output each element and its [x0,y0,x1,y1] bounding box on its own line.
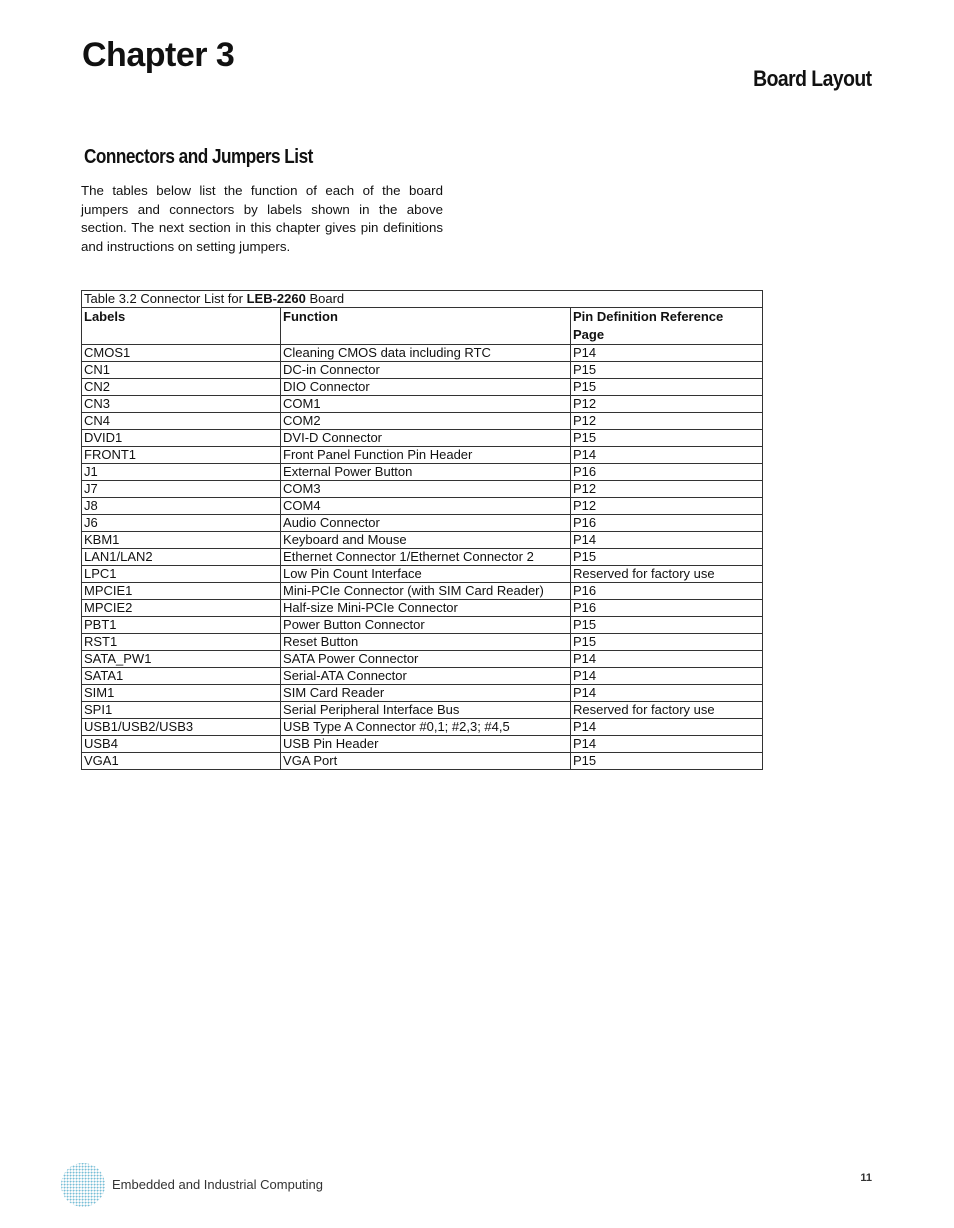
cell-label: J7 [82,481,281,498]
cell-label: J1 [82,464,281,481]
cell-label: USB1/USB2/USB3 [82,719,281,736]
cell-label: CN2 [82,379,281,396]
table-row [82,651,763,668]
cell-label: CN3 [82,396,281,413]
section-title: Board Layout [753,66,872,91]
table-row [82,396,763,413]
footer-text: Embedded and Industrial Computing [112,1177,324,1192]
table-row [82,362,763,379]
table-row [82,515,763,532]
cell-label: CN4 [82,413,281,430]
cell-pin-reference: P15 [571,379,763,396]
header-pin-reference-text: Pin Definition Reference Page [573,309,724,342]
connector-table [81,290,763,770]
cell-function: Reset Button [281,634,571,651]
cell-function: COM4 [281,498,571,515]
cell-label: LPC1 [82,566,281,583]
table-caption [82,291,763,308]
table-row [82,498,763,515]
cell-function: USB Pin Header [281,736,571,753]
cell-pin-reference: P14 [571,447,763,464]
table-row [82,447,763,464]
cell-pin-reference: P15 [571,617,763,634]
table-row [82,600,763,617]
intro-paragraph: The tables below list the function of each of the board jumpers and connectors by labels shown in the above section. The next section in this chapter gives pin definitions and instructions on setting jumpers. [81,183,443,254]
cell-function: Audio Connector [281,515,571,532]
cell-function: Cleaning CMOS data including RTC [281,345,571,362]
cell-label: RST1 [82,634,281,651]
cell-label: USB4 [82,736,281,753]
header-pin-reference [571,308,763,345]
cell-function: Front Panel Function Pin Header [281,447,571,464]
cell-function: Serial-ATA Connector [281,668,571,685]
table-row [82,668,763,685]
cell-function: Ethernet Connector 1/Ethernet Connector 2 [281,549,571,566]
cell-pin-reference: P15 [571,549,763,566]
table-row [82,464,763,481]
table-row [82,583,763,600]
table-row [82,549,763,566]
cell-function: COM2 [281,413,571,430]
cell-label: SATA1 [82,668,281,685]
cell-label: KBM1 [82,532,281,549]
cell-pin-reference: P14 [571,719,763,736]
cell-label: MPCIE2 [82,600,281,617]
cell-function: USB Type A Connector #0,1; #2,3; #4,5 [281,719,571,736]
cell-label: SATA_PW1 [82,651,281,668]
cell-pin-reference: P14 [571,668,763,685]
cell-label: DVID1 [82,430,281,447]
cell-function: Keyboard and Mouse [281,532,571,549]
cell-pin-reference: P15 [571,362,763,379]
cell-label: CN1 [82,362,281,379]
cell-function: SATA Power Connector [281,651,571,668]
cell-function: SIM Card Reader [281,685,571,702]
cell-function: VGA Port [281,753,571,770]
cell-pin-reference: Reserved for factory use [571,566,763,583]
table-row [82,736,763,753]
table-row [82,413,763,430]
cell-pin-reference: P14 [571,685,763,702]
cell-function: Power Button Connector [281,617,571,634]
subsection-title: Connectors and Jumpers List [84,146,313,168]
cell-pin-reference: P12 [571,481,763,498]
table-row [82,685,763,702]
cell-pin-reference: P14 [571,345,763,362]
cell-pin-reference: P16 [571,515,763,532]
table-row [82,566,763,583]
cell-label: J6 [82,515,281,532]
cell-pin-reference: P16 [571,583,763,600]
cell-function: External Power Button [281,464,571,481]
cell-label: CMOS1 [82,345,281,362]
cell-label: LAN1/LAN2 [82,549,281,566]
table-row [82,634,763,651]
header-function: Function [281,308,571,345]
caption-prefix: Table 3.2 Connector List for [84,291,247,306]
cell-pin-reference: P15 [571,753,763,770]
table-row [82,719,763,736]
cell-pin-reference: Reserved for factory use [571,702,763,719]
cell-label: PBT1 [82,617,281,634]
header-labels: Labels [82,308,281,345]
cell-function: COM3 [281,481,571,498]
table-row [82,702,763,719]
cell-pin-reference: P14 [571,651,763,668]
table-row [82,430,763,447]
cell-function: DIO Connector [281,379,571,396]
cell-label: SPI1 [82,702,281,719]
table-header-row [82,308,763,345]
cell-function: Mini-PCIe Connector (with SIM Card Reader) [281,583,571,600]
table-row [82,753,763,770]
table-row [82,379,763,396]
cell-function: DC-in Connector [281,362,571,379]
cell-pin-reference: P12 [571,498,763,515]
cell-function: Half-size Mini-PCIe Connector [281,600,571,617]
table-body [82,345,763,770]
table-row [82,481,763,498]
table-caption-row [82,291,763,308]
cell-pin-reference: P15 [571,430,763,447]
cell-pin-reference: P12 [571,413,763,430]
cell-pin-reference: P16 [571,464,763,481]
cell-label: MPCIE1 [82,583,281,600]
caption-suffix: Board [305,291,345,306]
cell-pin-reference: P14 [571,532,763,549]
table-row [82,345,763,362]
cell-label: VGA1 [82,753,281,770]
page-number: 11 [860,1172,872,1184]
caption-board-name: LEB-2260 [246,291,306,306]
cell-label: FRONT1 [82,447,281,464]
cell-function: Serial Peripheral Interface Bus [281,702,571,719]
cell-pin-reference: P14 [571,736,763,753]
chapter-title: Chapter 3 [82,36,235,74]
globe-logo-icon [60,1162,106,1208]
cell-function: Low Pin Count Interface [281,566,571,583]
table-row [82,532,763,549]
cell-pin-reference: P15 [571,634,763,651]
cell-pin-reference: P16 [571,600,763,617]
table-row [82,617,763,634]
cell-label: J8 [82,498,281,515]
cell-pin-reference: P12 [571,396,763,413]
cell-label: SIM1 [82,685,281,702]
cell-function: COM1 [281,396,571,413]
cell-function: DVI-D Connector [281,430,571,447]
